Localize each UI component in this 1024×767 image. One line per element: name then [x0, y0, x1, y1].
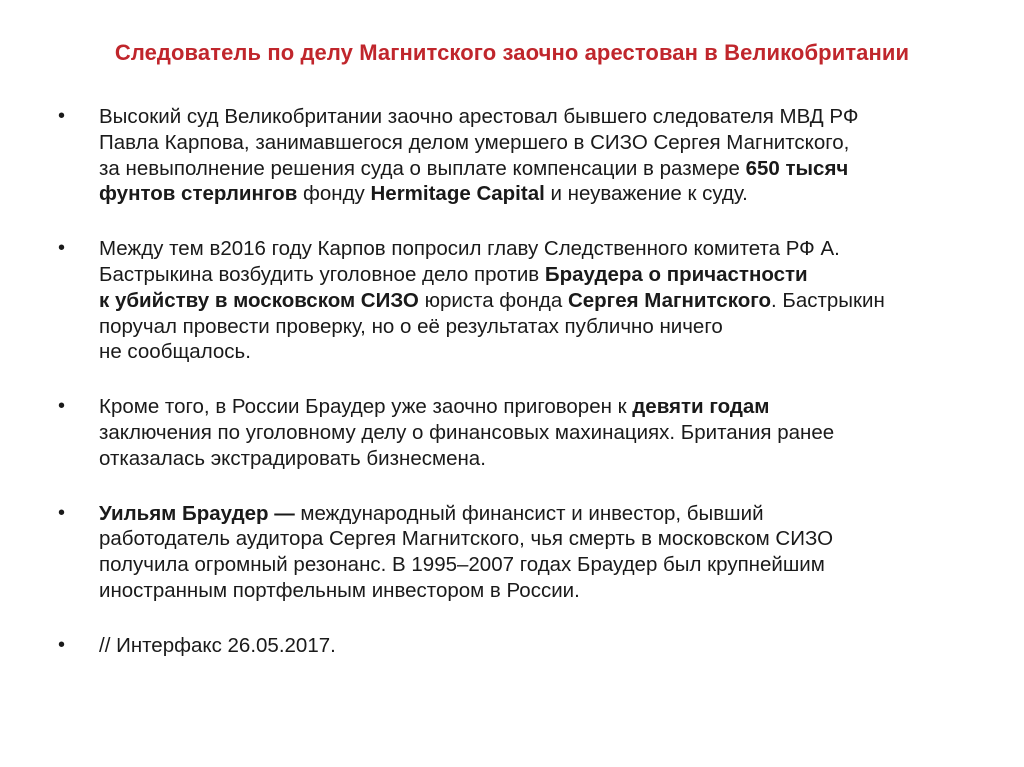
text-segment: Павла Карпова, занимавшегося делом умершего в СИЗО Сергея Магнитского, [99, 130, 850, 154]
bullet-item [58, 236, 978, 365]
text-segment: международный финансист и инвестор, бывший [294, 501, 764, 525]
bullet-item [58, 104, 978, 207]
bold-text: к убийству в московском СИЗО [99, 288, 419, 312]
text-segment: . Бастрыкин [771, 288, 885, 312]
bullet-item [58, 633, 978, 659]
text-segment: отказалась экстрадировать бизнесмена. [99, 446, 486, 470]
bullet-dot-icon: • [58, 105, 66, 127]
text-segment: иностранным портфельным инвестором в России. [99, 578, 580, 602]
bullet-line [99, 633, 978, 659]
bullet-line [99, 552, 978, 578]
bullet-line [99, 181, 978, 207]
text-segment: за невыполнение решения суда о выплате компенсации в размере [99, 156, 746, 180]
bullet-line [99, 104, 978, 130]
bullet-item [58, 394, 978, 471]
bullet-line [99, 526, 978, 552]
bullet-line [99, 339, 978, 365]
bullet-line [99, 130, 978, 156]
bullet-line [99, 236, 978, 262]
bullet-dot-icon: • [58, 633, 66, 656]
bullet-dot-icon: • [58, 237, 66, 260]
bold-text: 650 тысяч [745, 156, 849, 180]
text-segment: заключения по уголовному делу о финансовых махинациях. Британия ранее [99, 420, 835, 444]
slide-title: Следователь по делу Магнитского заочно арестован в Великобритании [114, 40, 910, 65]
bold-text: Сергея Магнитского [567, 288, 772, 312]
text-segment: и неуважение к суду. [544, 182, 748, 206]
text-segment: работодатель аудитора Сергея Магнитского, чья смерть в московском СИЗО [99, 527, 834, 551]
bullet-line [99, 314, 978, 340]
bullet-line [99, 420, 978, 446]
text-segment: Между тем в2016 году Карпов попросил главу Следственного комитета РФ А. [99, 237, 840, 261]
text-segment: получила огромный резонанс. В 1995–2007 годах Браудер был крупнейшим [99, 553, 825, 577]
bold-text: девяти годам [632, 395, 770, 419]
bold-text: Hermitage Capital [370, 182, 545, 206]
bullet-line [99, 288, 978, 314]
bullet-dot-icon: • [58, 395, 66, 418]
bold-text: фунтов стерлингов [99, 182, 298, 206]
bullet-line [99, 262, 978, 288]
bold-text: Уильям Браудер — [99, 501, 295, 525]
text-segment: Кроме того, в России Браудер уже заочно приговорен к [99, 395, 633, 419]
bullet-dot-icon: • [58, 501, 66, 524]
bullet-list [58, 104, 978, 688]
bullet-line [99, 578, 978, 604]
bullet-item [58, 501, 978, 604]
text-segment: фонду [297, 182, 371, 206]
text-segment: Высокий суд Великобритании заочно арестовал бывшего следователя МВД РФ [99, 105, 859, 128]
text-segment: не сообщалось. [99, 340, 251, 364]
text-segment: // Интерфакс 26.05.2017. [99, 633, 336, 657]
text-segment: поручал провести проверку, но о её результатах публично ничего [99, 314, 723, 338]
bullet-line [99, 501, 978, 527]
bullet-line [99, 446, 978, 472]
bullet-line [99, 156, 978, 182]
text-segment: юриста фонда [418, 288, 568, 312]
bold-text: Браудера о причастности [544, 262, 808, 286]
text-segment: Бастрыкина возбудить уголовное дело против [99, 262, 545, 286]
bullet-line [99, 394, 978, 420]
